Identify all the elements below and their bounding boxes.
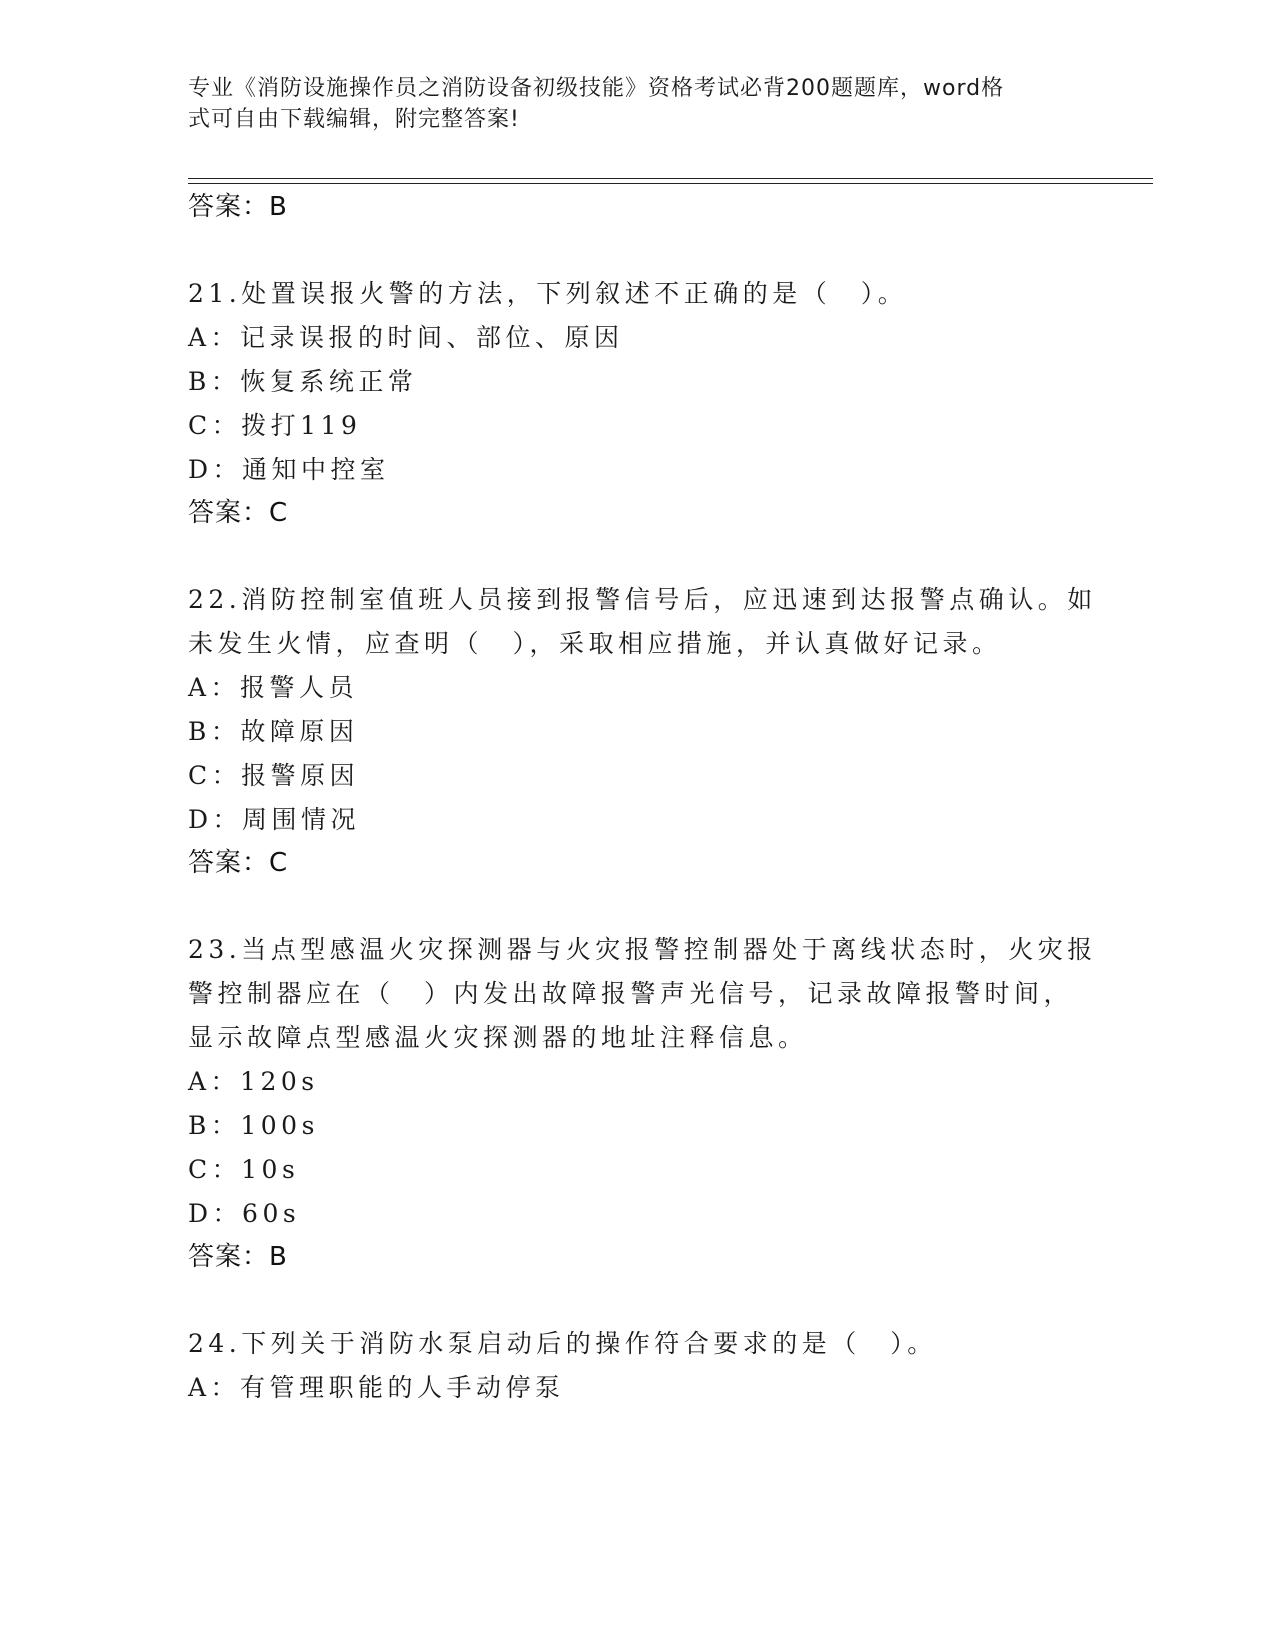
question-22-option-d: D：周围情况 [188,805,361,834]
question-23-option-b: B：100s [188,1111,319,1140]
question-23-option-a: A：120s [188,1067,319,1096]
question-21-stem-line-1: 21.处置误报火警的方法，下列叙述不正确的是（ ）。 [188,279,908,308]
question-24-option-a: A：有管理职能的人手动停泵 [188,1373,565,1402]
question-22-answer: 答案：C [188,848,289,878]
question-21-option-a: A：记录误报的时间、部位、原因 [188,323,624,352]
question-22-option-a: A：报警人员 [188,673,359,702]
question-22-option-b: B：故障原因 [188,717,359,746]
question-23-stem-line-3: 显示故障点型感温火灾探测器的地址注释信息。 [188,1023,808,1052]
question-22-stem-line-1: 22.消防控制室值班人员接到报警信号后，应迅速到达报警点确认。如 [188,585,1097,614]
document-header [188,73,1068,135]
question-24-stem-line-1: 24.下列关于消防水泵启动后的操作符合要求的是（ ）。 [188,1329,937,1358]
question-23-option-d: D：60s [188,1199,301,1228]
question-21-answer: 答案：C [188,498,289,528]
header-divider-bottom [188,183,1153,184]
header-line-1: 专业《消防设施操作员之消防设备初级技能》资格考试必背200题题库，word格 [188,76,1005,101]
question-23-answer: 答案：B [188,1242,288,1272]
question-21-option-c: C：拨打119 [188,411,362,440]
question-21-option-d: D：通知中控室 [188,455,390,484]
header-divider-top [188,178,1153,179]
question-22-option-c: C：报警原因 [188,761,360,790]
question-22-stem-line-2: 未发生火情，应查明（ ），采取相应措施，并认真做好记录。 [188,629,1002,658]
header-line-2: 式可自由下载编辑，附完整答案! [188,107,520,132]
previous-answer: 答案：B [188,192,288,222]
question-23-stem-line-1: 23.当点型感温火灾探测器与火灾报警控制器处于离线状态时，火灾报 [188,935,1097,964]
question-21-option-b: B：恢复系统正常 [188,367,418,396]
question-23-option-c: C：10s [188,1155,300,1184]
question-23-stem-line-2: 警控制器应在（ ）内发出故障报警声光信号，记录故障报警时间， [188,979,1074,1008]
